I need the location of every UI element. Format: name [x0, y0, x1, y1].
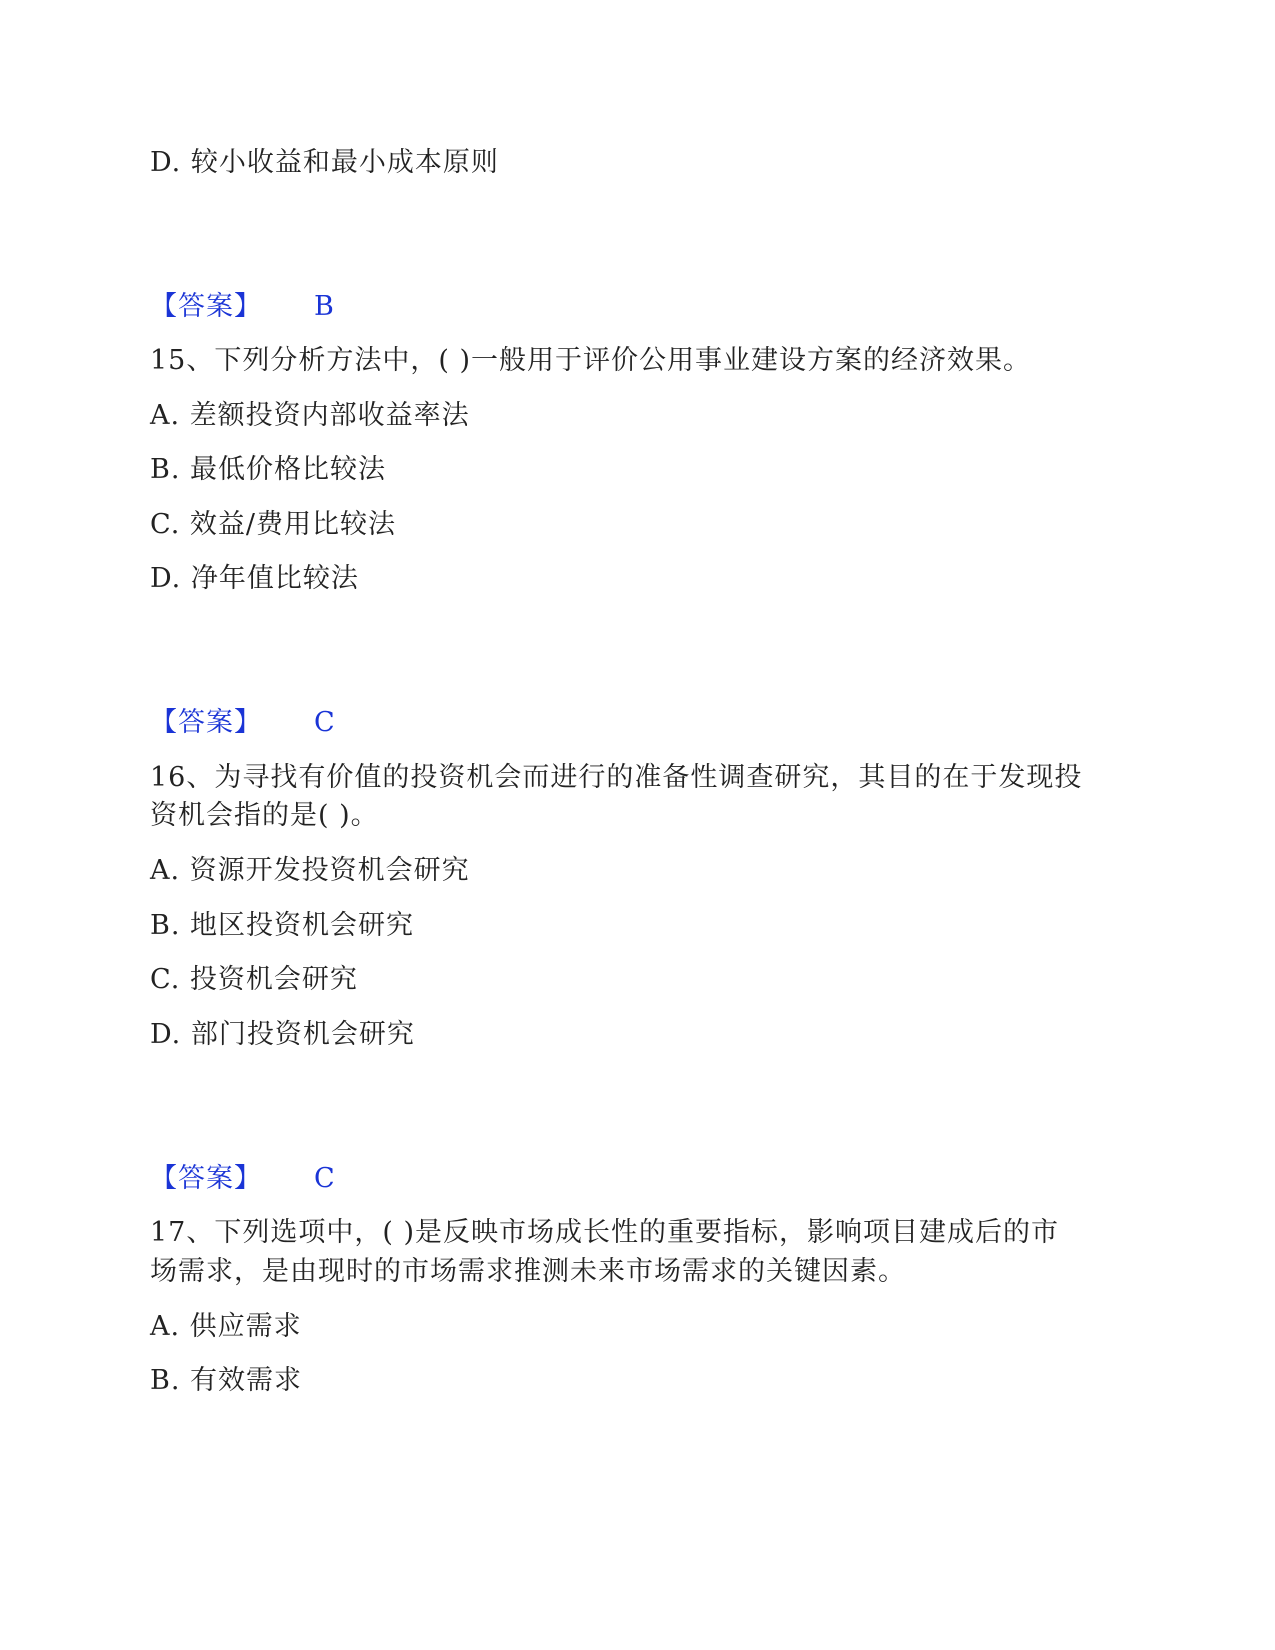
answer-value: C	[314, 1163, 335, 1194]
q15-answer	[150, 706, 335, 740]
q15-option-a: A. 差额投资内部收益率法	[150, 400, 470, 431]
q17-option-a: A. 供应需求	[150, 1311, 302, 1342]
q17-option-b: B. 有效需求	[150, 1365, 303, 1396]
q16-answer	[150, 1162, 335, 1196]
q17-stem-line1: 17、下列选项中，( )是反映市场成长性的重要指标，影响项目建成后的市	[150, 1217, 1060, 1248]
q15-option-d: D. 净年值比较法	[150, 563, 359, 594]
q15-option-b: B. 最低价格比较法	[150, 454, 387, 485]
prev-option-d: D. 较小收益和最小成本原则	[150, 147, 499, 178]
q16-stem-line1: 16、为寻找有价值的投资机会而进行的准备性调查研究，其目的在于发现投	[150, 762, 1083, 793]
q15-option-c: C. 效益/费用比较法	[150, 509, 396, 540]
q16-option-c: C. 投资机会研究	[150, 964, 358, 995]
q16-option-b: B. 地区投资机会研究	[150, 910, 415, 941]
answer-value: C	[314, 707, 335, 738]
prev-answer	[150, 290, 334, 324]
answer-label: 【答案】	[150, 1163, 262, 1194]
q16-stem-line2: 资机会指的是( )。	[150, 800, 379, 831]
answer-label: 【答案】	[150, 707, 262, 738]
q17-stem-line2: 场需求，是由现时的市场需求推测未来市场需求的关键因素。	[150, 1256, 906, 1287]
answer-value: B	[314, 291, 334, 322]
q15-stem: 15、下列分析方法中，( )一般用于评价公用事业建设方案的经济效果。	[150, 345, 1032, 376]
q16-option-d: D. 部门投资机会研究	[150, 1019, 415, 1050]
answer-label: 【答案】	[150, 291, 262, 322]
q16-option-a: A. 资源开发投资机会研究	[150, 855, 470, 886]
